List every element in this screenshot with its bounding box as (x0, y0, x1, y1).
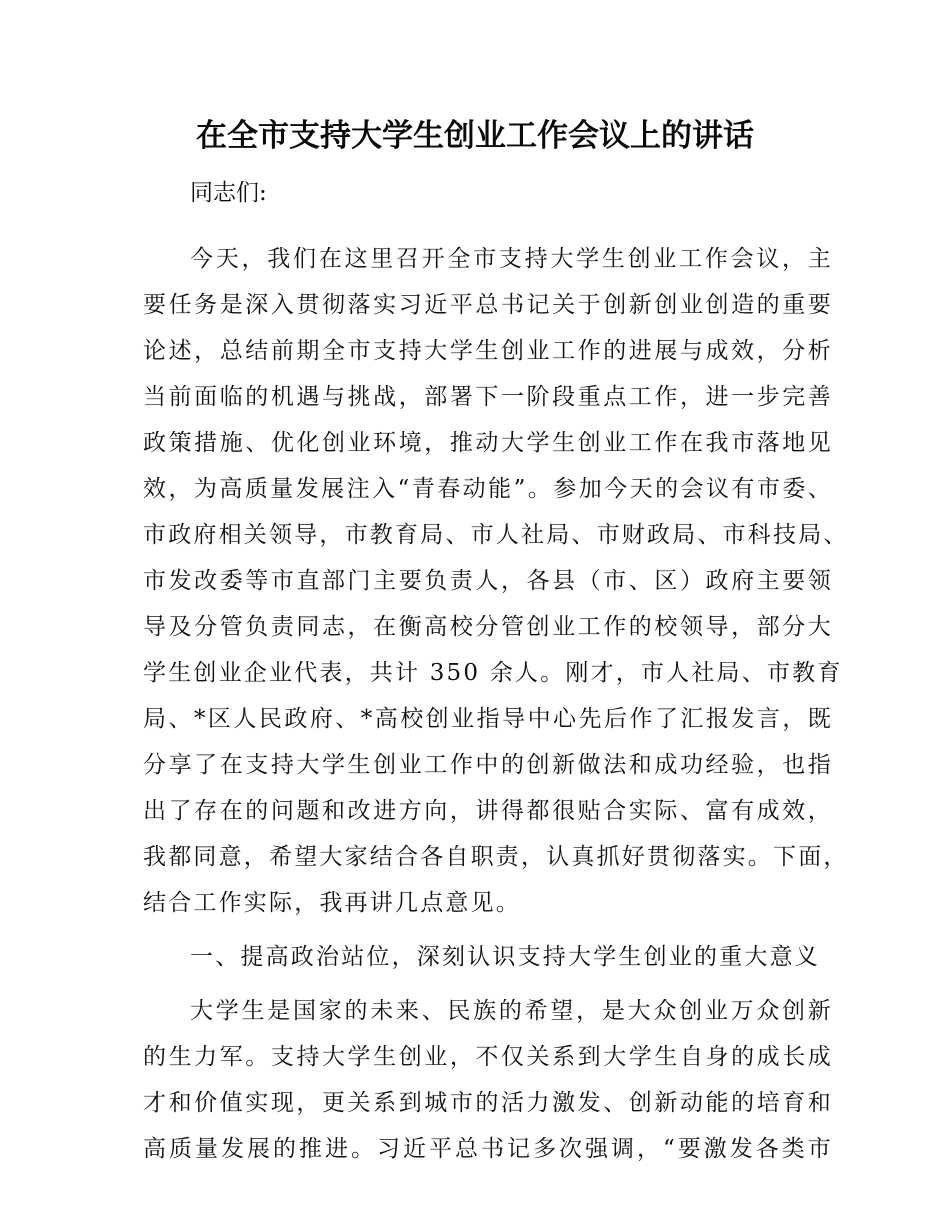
paragraph-line: 大学生是国家的未来、民族的希望，是大众创业万众创新 (190, 998, 833, 1024)
section-heading: 一、提高政治站位，深刻认识支持大学生创业的重大意义 (190, 944, 820, 970)
paragraph-line: 今天，我们在这里召开全市支持大学生创业工作会议，主 (190, 246, 833, 272)
paragraph-line: 论述，总结前期全市支持大学生创业工作的进展与成效，分析 (143, 338, 833, 364)
paragraph-line: 出了存在的问题和改进方向，讲得都很贴合实际、富有成效， (143, 798, 833, 824)
paragraph-line: 高质量发展的推进。习近平总书记多次强调，“要激发各类市 (143, 1136, 833, 1162)
paragraph-line: 结合工作实际，我再讲几点意见。 (143, 890, 521, 916)
paragraph-line: 效，为高质量发展注入“青春动能”。参加今天的会议有市委、 (143, 476, 833, 502)
paragraph-line: 分享了在支持大学生创业工作中的创新做法和成功经验，也指 (143, 752, 833, 778)
paragraph-line: 我都同意，希望大家结合各自职责，认真抓好贯彻落实。下面， (143, 844, 849, 870)
paragraph-line: 导及分管负责同志，在衡高校分管创业工作的校领导，部分大 (143, 614, 833, 640)
paragraph-line: 局、*区人民政府、*高校创业指导中心先后作了汇报发言，既 (143, 706, 833, 732)
paragraph-line: 市发改委等市直部门主要负责人，各县（市、区）政府主要领 (143, 568, 833, 594)
paragraph-line: 政策措施、优化创业环境，推动大学生创业工作在我市落地见 (143, 430, 833, 456)
paragraph-line: 当前面临的机遇与挑战，部署下一阶段重点工作，进一步完善 (143, 384, 833, 410)
paragraph-line: 的生力军。支持大学生创业，不仅关系到大学生自身的成长成 (143, 1044, 833, 1070)
paragraph-line: 学生创业企业代表，共计 350 余人。刚才，市人社局、市教育 (143, 660, 843, 686)
paragraph-line: 才和价值实现，更关系到城市的活力激发、创新动能的培育和 (143, 1090, 833, 1116)
salutation: 同志们: (190, 180, 267, 206)
paragraph-line: 要任务是深入贯彻落实习近平总书记关于创新创业创造的重要 (143, 292, 833, 318)
document-title: 在全市支持大学生创业工作会议上的讲话 (196, 118, 754, 154)
paragraph-line: 市政府相关领导，市教育局、市人社局、市财政局、市科技局、 (143, 522, 849, 548)
